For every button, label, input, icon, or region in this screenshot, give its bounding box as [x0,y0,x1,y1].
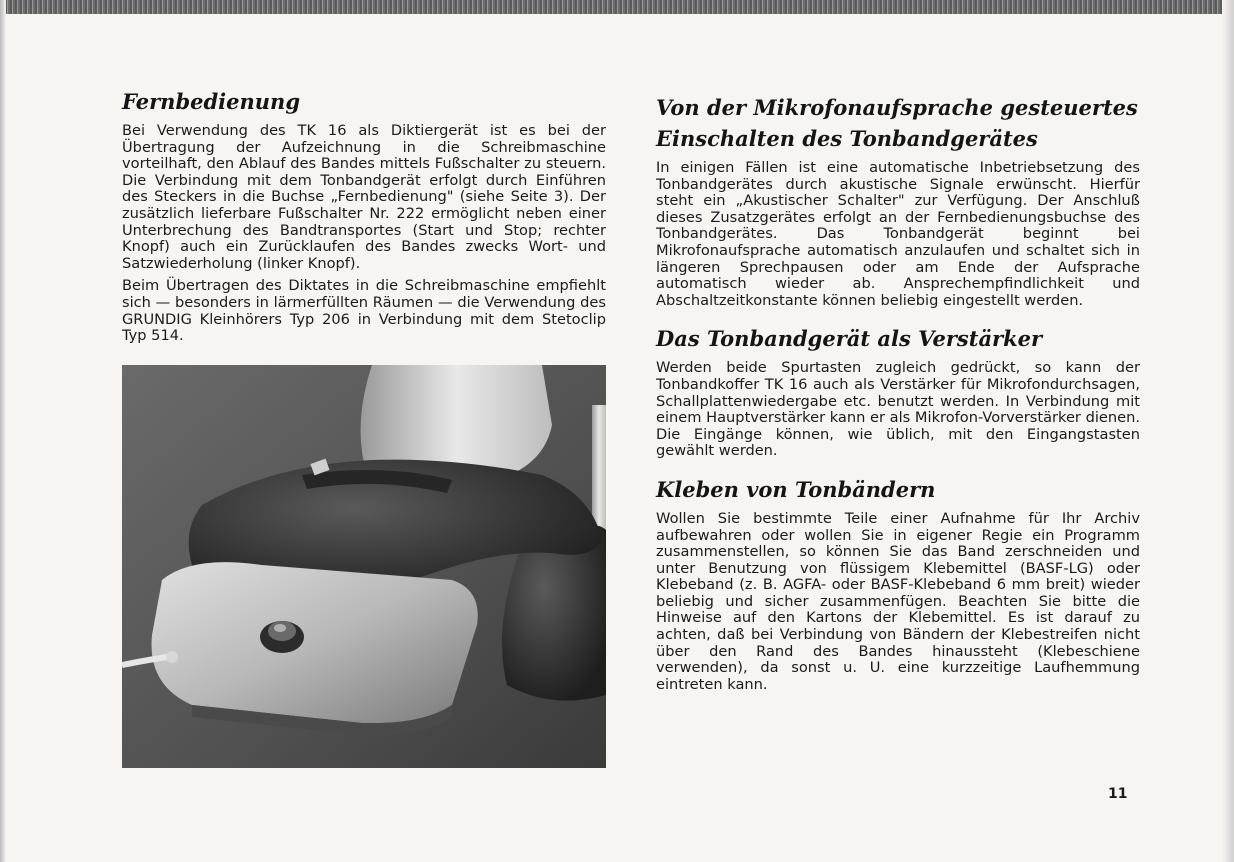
paragraph-kleben: Wollen Sie bestimmte Teile einer Aufnahme für Ihr Archiv aufbewahren oder wollen Sie in eigener Regie ein Programm zusammenstellen, so können Sie das Band zerschneiden und unter Benutzung von flüssigem Klebemittel (BASF-LG) oder Klebeband (z. B. AGFA- oder BASF-Klebeband 6 mm breit) wieder beliebig und sicher zusammenfügen. Beachten Sie bitte die Hinweise auf den Kartons der Klebemittel. Es ist darauf zu achten, daß bei Verbindung von Bändern der Klebestreifen nicht über den Rand des Bandes hinaussteht (Klebeschiene verwenden), da sonst u. U. eine kurzzeitige Laufhemmung eintreten kann. [656,509,1140,693]
page-number: 11 [1108,786,1128,802]
paragraph-fernbedienung-1: Bei Verwendung des TK 16 als Diktiergerät ist es bei der Übertragung der Aufzeichnung in die Schreibmaschine vorteilhaft, den Ablauf des Bandes mittels Fußschalter zu steuern. Die Verbindung mit dem Tonbandgerät erfolgt durch Einführen des Steckers in die Buchse „Fernbedienung" (siehe Seite 3). Der zusätzlich lieferbare Fußschalter Nr. 222 ermöglicht neben einer Unterbrechung des Bandtransportes (Start und Stop; rechter Knopf) auch ein Zurücklaufen des Bandes zwecks Wort- und Satzwiederholung (linker Knopf). [122,122,606,272]
paragraph-fernbedienung-2: Beim Übertragen des Diktates in die Schreibmaschine empfiehlt sich — besonders in lärmerfüllten Räumen — die Verwendung des GRUNDIG Kleinhörers Typ 206 in Verbindung mit dem Stetoclip Typ 514. [122,277,606,345]
scan-top-edge [0,0,1234,14]
paragraph-verstaerker: Werden beide Spurtasten zugleich gedrückt, so kann der Tonbandkoffer TK 16 auch als Verstärker für Mikrofondurchsagen, Schallplattenwiedergabe etc. benutzt werden. In Verbindung mit einem Hauptverstärker kann er als Mikrofon-Vorverstärker dienen. Die Eingänge können, wie üblich, mit den Eingangstasten gewählt werden. [656,359,1140,460]
foot-switch-photo [122,365,606,768]
heading-verstaerker: Das Tonbandgerät als Verstärker [656,326,1043,352]
foot-switch-illustration [122,365,606,768]
heading-mikrofonaufsprache: Von der Mikrofonaufsprache gesteuertes Einschalten des Tonbandgerätes [656,95,1138,151]
scan-left-edge [0,0,6,862]
heading-fernbedienung: Fernbedienung [122,89,301,114]
left-column [122,86,606,351]
scan-right-edge [1222,0,1234,862]
paragraph-mikrofonaufsprache: In einigen Fällen ist eine automatische Inbetriebsetzung des Tonbandgerätes durch akustische Signale erwünscht. Hierfür steht ein „Akustischer Schalter" zur Verfügung. Der Anschluß dieses Zusatzgerätes erfolgt an der Fernbedienungsbuchse des Tonbandgerätes. Das Tonbandgerät beginnt bei Mikrofonaufsprache automatisch anzulaufen und schaltet sich in längeren Sprechpausen oder am Ende der Aufsprache automatisch wieder ab. Ansprechempfindlichkeit und Abschaltzeitkonstante können beliebig eingestellt werden. [656,159,1140,309]
heading-kleben: Kleben von Tonbändern [656,476,936,502]
right-column [656,92,1140,699]
